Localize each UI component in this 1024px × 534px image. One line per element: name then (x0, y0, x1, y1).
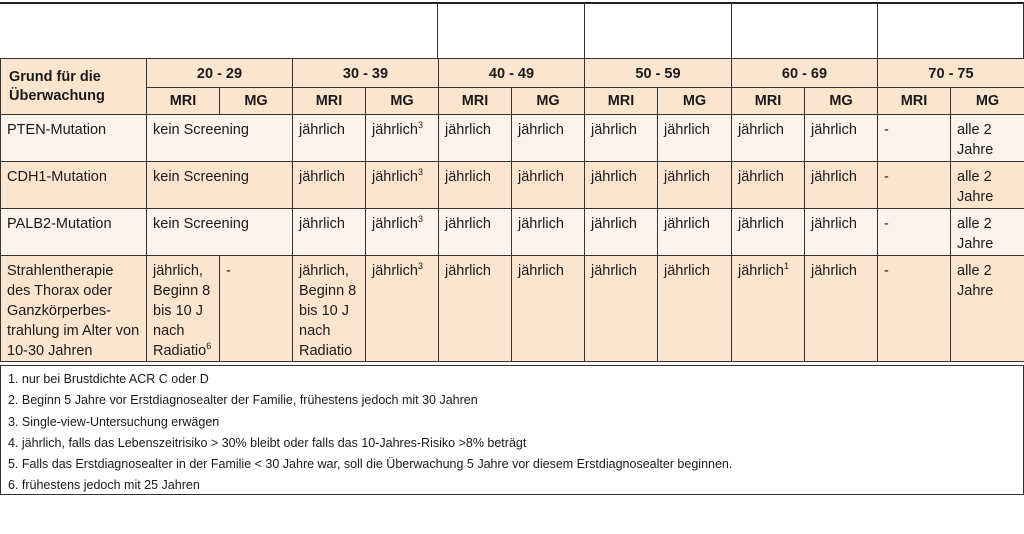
cell-30-39-mg: jährlich$^3$ (366, 209, 439, 256)
cell-30-39-mg: jährlich$^3$ (366, 162, 439, 209)
top-rule (0, 2, 1024, 4)
header-row-modalities (1, 88, 1024, 115)
age-header: 30 - 39 (293, 59, 439, 88)
mri-header: MRI (585, 88, 658, 115)
cell-70-75-mg: alle 2 Jahre (951, 256, 1024, 362)
cell-50-59-mg: jährlich (658, 209, 732, 256)
cell-70-75-mg: alle 2 Jahre (951, 209, 1024, 256)
table-row (1, 256, 1024, 362)
cell-60-69-mri: jährlich$^1$ (732, 256, 805, 362)
cell-20-29: kein Screening (147, 162, 293, 209)
cell-20-29: kein Screening (147, 209, 293, 256)
age-header: 50 - 59 (585, 59, 732, 88)
cell-20-29-mg: - (220, 256, 293, 362)
cell-40-49-mg: jährlich (512, 209, 585, 256)
age-header: 70 - 75 (878, 59, 1024, 88)
mri-header: MRI (878, 88, 951, 115)
cell-20-29: kein Screening (147, 115, 293, 162)
footnote: 6. frühestens jedoch mit 25 Jahren (8, 478, 200, 493)
mg-header: MG (658, 88, 732, 115)
cell-60-69-mg: jährlich (805, 256, 878, 362)
cell-30-39-mri: jährlich (293, 115, 366, 162)
cell-20-29-mri: jährlich, Beginn 8 bis 10 J nach Radiatio$^6$ (147, 256, 220, 362)
footnote: 5. Falls das Erstdiagnosealter in der Familie < 30 Jahre war, soll die Überwachung 5 Jahre vor diesem Erstdiagnosealter beginnen. (8, 457, 733, 472)
cell-50-59-mri: jährlich (585, 115, 658, 162)
cell-30-39-mg: jährlich$^3$ (366, 115, 439, 162)
header-divider (731, 4, 732, 58)
cell-70-75-mri: - (878, 162, 951, 209)
mri-header: MRI (147, 88, 220, 115)
table-row (1, 209, 1024, 256)
mri-header: MRI (732, 88, 805, 115)
age-header: 20 - 29 (147, 59, 293, 88)
footnote: 1. nur bei Brustdichte ACR C oder D (8, 372, 209, 386)
age-header: 60 - 69 (732, 59, 878, 88)
reason-cell: PTEN-Mutation (1, 115, 147, 162)
header-row-ages (1, 59, 1024, 88)
header-divider (584, 4, 585, 58)
cell-40-49-mri: jährlich (439, 256, 512, 362)
cell-30-39-mri: jährlich (293, 209, 366, 256)
cell-70-75-mg: alle 2 Jahre (951, 162, 1024, 209)
cell-70-75-mri: - (878, 256, 951, 362)
cell-50-59-mri: jährlich (585, 209, 658, 256)
cell-50-59-mri: jährlich (585, 256, 658, 362)
mg-header: MG (366, 88, 439, 115)
mri-header: MRI (439, 88, 512, 115)
mg-header: MG (220, 88, 293, 115)
cell-60-69-mg: jährlich (805, 115, 878, 162)
footnote: 3. Single-view-Untersuchung erwägen (8, 414, 220, 429)
cell-40-49-mri: jährlich (439, 115, 512, 162)
cell-50-59-mri: jährlich (585, 162, 658, 209)
cell-60-69-mg: jährlich (805, 162, 878, 209)
footnote: 2. Beginn 5 Jahre vor Erstdiagnosealter der Familie, frühestens jedoch mit 30 Jahren (8, 393, 478, 408)
cell-60-69-mri: jährlich (732, 162, 805, 209)
cell-50-59-mg: jährlich (658, 115, 732, 162)
cell-70-75-mri: - (878, 209, 951, 256)
cell-40-49-mri: jährlich (439, 209, 512, 256)
cell-30-39-mg: jährlich$^3$ (366, 256, 439, 362)
cell-70-75-mg: alle 2 Jahre (951, 115, 1024, 162)
age-header: 40 - 49 (439, 59, 585, 88)
cell-40-49-mg: jährlich (512, 256, 585, 362)
cell-70-75-mri: - (878, 115, 951, 162)
cell-40-49-mg: jährlich (512, 162, 585, 209)
mg-header: MG (951, 88, 1024, 115)
footnotes (0, 365, 1024, 495)
cell-50-59-mg: jährlich (658, 256, 732, 362)
cell-30-39-mri: jährlich (293, 162, 366, 209)
footnote: 4. jährlich, falls das Lebenszeitrisiko > 30% bleibt oder falls das 10-Jahres-Risiko >8% beträgt (8, 435, 527, 450)
cell-50-59-mg: jährlich (658, 162, 732, 209)
reason-cell: PALB2-Mutation (1, 209, 147, 256)
header-divider (877, 4, 878, 58)
cell-60-69-mri: jährlich (732, 115, 805, 162)
reason-header: Grund für die Überwachung (1, 59, 147, 115)
cell-60-69-mg: jährlich (805, 209, 878, 256)
cell-40-49-mri: jährlich (439, 162, 512, 209)
mri-header: MRI (293, 88, 366, 115)
screening-table (0, 58, 1024, 362)
reason-cell: CDH1-Mutation (1, 162, 147, 209)
table-row (1, 115, 1024, 162)
reason-cell: Strahlentherapie des Thorax oder Ganzkörperbes-trahlung im Alter von 10-30 Jahren (1, 256, 147, 362)
mg-header: MG (512, 88, 585, 115)
mg-header: MG (805, 88, 878, 115)
cell-30-39-mri: jährlich, Beginn 8 bis 10 J nach Radiatio (293, 256, 366, 362)
cell-60-69-mri: jährlich (732, 209, 805, 256)
header-divider (437, 4, 438, 58)
cell-40-49-mg: jährlich (512, 115, 585, 162)
table-row (1, 162, 1024, 209)
